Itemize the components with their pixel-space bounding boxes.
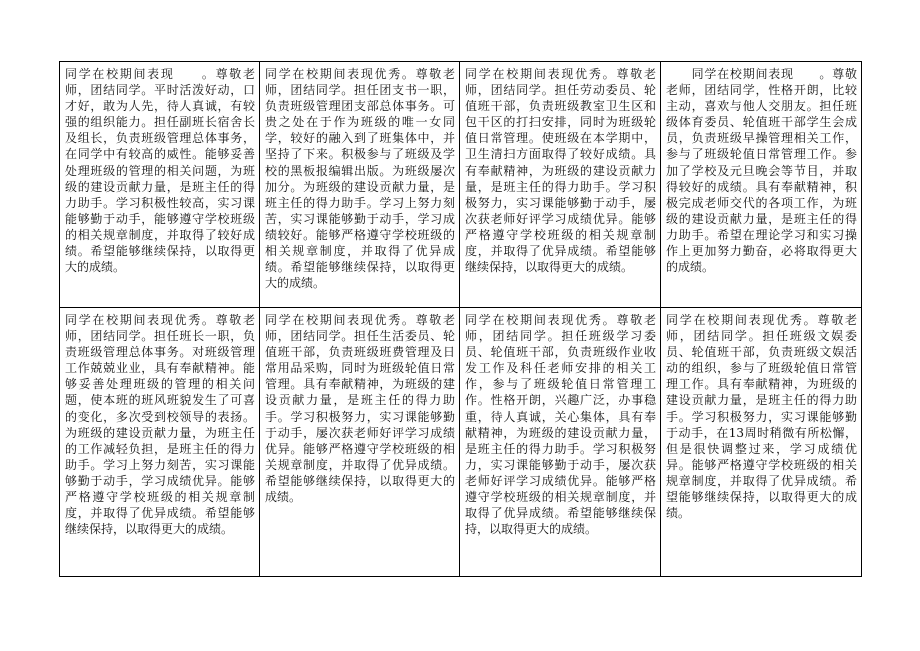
comment-cell: 同学在校期间表现优秀。尊敬老师，团结同学。担任劳动委员、轮值班干部，负责班级教室卫生区和包干区的打扫安排，同时为班级轮值日常管理。使班级在本学期中，卫生清扫方面取得了较好成绩。具有奉献精神，为班级的建设贡献力量，是班主任的得力助手。学习积极努力，实习课能够勤于动手，屡次获老师好评学习成绩优异。能够严格遵守学校班级的相关规章制度，并取得了优异成绩。希望能够继续保持，以取得更大的成绩。 bbox=[460, 62, 661, 308]
comment-cell: 同学在校期间表现优秀。尊敬老师，团结同学。担任生活委员、轮值班干部，负责班级班费管理及日常用品采购，同时为班级轮值日常管理。具有奉献精神，为班级的建设贡献力量，是班主任的得力助手。学习积极努力，实习课能够勤于动手，屡次获老师好评学习成绩优异。能够严格遵守学校班级的相关规章制度，并取得了优异成绩。希望能够继续保持，以取得更大的成绩。 bbox=[260, 308, 460, 577]
student-comments-table bbox=[59, 61, 862, 577]
comment-cell: 同学在校期间表现 。尊敬老师，团结同学，性格开朗，比较主动，喜欢与他人交朋友。担任班级体育委员、轮值班干部学生会成员，负责班级早操管理相关工作，参与了班级轮值日常管理工作。参加了学校及元旦晚会等节目，并取得较好的成绩。具有奉献精神，积极完成老师交代的各项工作，为班级的建设贡献力量，是班主任的得力助手。希望在理论学习和实习操作上更加努力勤奋，必将取得更大的成绩。 bbox=[661, 62, 862, 308]
comment-cell: 同学在校期间表现优秀。尊敬老师，团结同学。担任班长一职，负责班级管理总体事务。对班级管理工作兢兢业业，具有奉献精神。能够妥善处理班级的管理的相关问题，使本班的班风班貌发生了可喜的变化，多次受到校领导的表扬。为班级的建设贡献力量，为班主任的工作减轻负担，是班主任的得力助手。学习上努力刻苦，实习课能够勤于动手，学习成绩优异。能够严格遵守学校班级的相关规章制度，并取得了优异成绩。希望能够继续保持，以取得更大的成绩。 bbox=[60, 308, 260, 577]
comment-cell: 同学在校期间表现 。尊敬老师，团结同学。平时活泼好动，口才好，敢为人先，待人真诚，有较强的组织能力。担任副班长宿舍长及组长，负责班级管理总体事务，在同学中有较高的威性。能够妥善处理班级的管理的相关问题，为班级的建设贡献力量，是班主任的得力助手。学习积极性较高，实习课能够勤于动手，能够遵守学校班级的相关规章制度，并取得了较好成绩。希望能够继续保持，以取得更大的成绩。 bbox=[60, 62, 260, 308]
comment-cell: 同学在校期间表现优秀。尊敬老师，团结同学。担任班级文娱委员、轮值班干部，负责班级文娱活动的组织，参与了班级轮值日常管理工作。具有奉献精神，为班级的建设贡献力量，是班主任的得力助手。学习积极努力，实习课能够勤于动手，在13周时稍微有所松懈，但是很快调整过来，学习成绩优异。能够严格遵守学校班级的相关规章制度，并取得了优异成绩。希望能够继续保持，以取得更大的成绩。 bbox=[661, 308, 862, 577]
table-row bbox=[60, 308, 862, 577]
comment-cell: 同学在校期间表现优秀。尊敬老师，团结同学。担任团支书一职，负责班级管理团支部总体事务。可贵之处在于作为班级的唯一女同学，较好的融入到了班集体中，并坚持了下来。积极参与了班级及学校的黑板报编辑出版。为班级屡次加分。为班级的建设贡献力量，是班主任的得力助手。学习上努力刻苦，实习课能够勤于动手，学习成绩较好。能够严格遵守学校班级的相关规章制度，并取得了优异成绩。希望能够继续保持，以取得更大的成绩。 bbox=[260, 62, 460, 308]
table-row bbox=[60, 62, 862, 308]
comment-cell: 同学在校期间表现优秀。尊敬老师，团结同学。担任班级学习委员、轮值班干部，负责班级作业收发工作及科任老师安排的相关工作，参与了班级轮值日常管理工作。性格开朗，兴趣广泛，办事稳重，待人真诚，关心集体，具有奉献精神，为班级的建设贡献力量，是班主任的得力助手。学习积极努力，实习课能够勤于动手，屡次获老师好评学习成绩优异。能够严格遵守学校班级的相关规章制度，并取得了优异成绩。希望能够继续保持，以取得更大的成绩。 bbox=[460, 308, 661, 577]
